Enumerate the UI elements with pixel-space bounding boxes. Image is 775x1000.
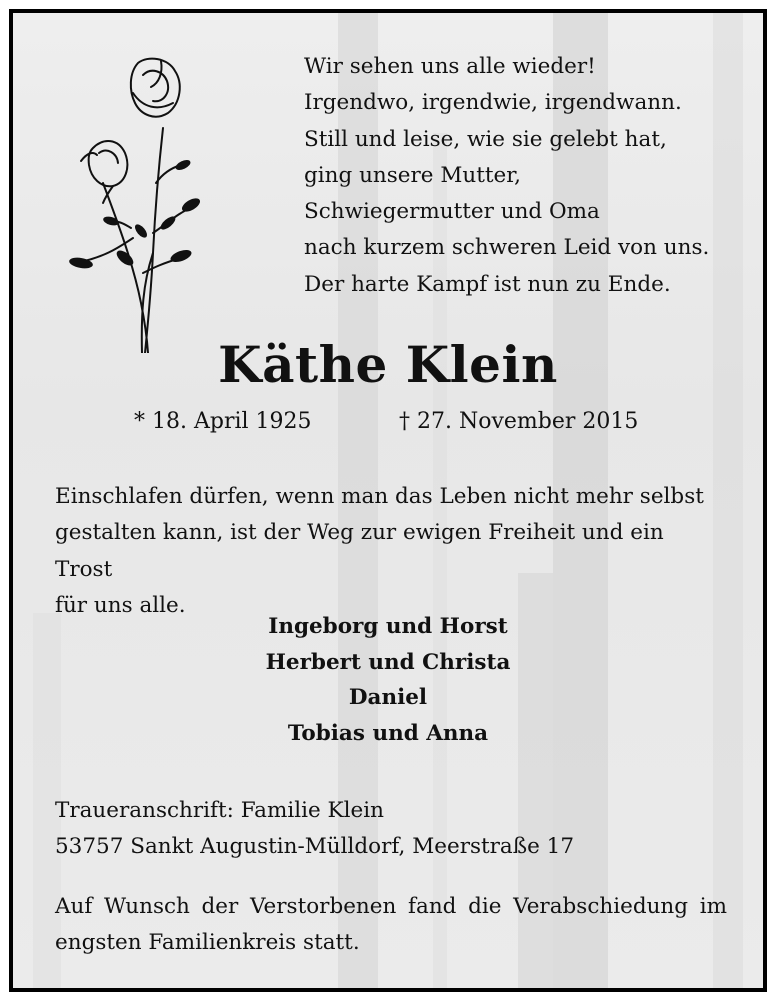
family-member: Herbert und Christa bbox=[265, 649, 511, 675]
funeral-notice bbox=[55, 889, 727, 962]
notice-line: engsten Familienkreis statt. bbox=[55, 930, 360, 956]
rose-icon bbox=[63, 53, 213, 353]
address-line: Traueranschrift: Familie Klein bbox=[55, 798, 384, 823]
poem-line: nach kurzem schweren Leid von uns. bbox=[304, 235, 710, 261]
poem-line: Der harte Kampf ist nun zu Ende. bbox=[304, 271, 671, 297]
quote-line: für uns alle. bbox=[55, 592, 186, 618]
mourning-address bbox=[55, 793, 727, 866]
obituary-frame bbox=[9, 9, 767, 992]
family-member: Daniel bbox=[348, 685, 428, 710]
family-names bbox=[13, 609, 763, 751]
quote-line: Einschlafen dürfen, wenn man das Leben nicht mehr selbst bbox=[55, 484, 704, 509]
poem-line: Still und leise, wie sie gelebt hat, bbox=[304, 126, 667, 152]
quote bbox=[55, 479, 727, 624]
poem-line: Schwiegermutter und Oma bbox=[304, 199, 600, 225]
death-date: † 27. November 2015 bbox=[399, 409, 639, 434]
family-member: Tobias und Anna bbox=[287, 720, 489, 746]
deceased-name: Käthe Klein bbox=[218, 335, 558, 394]
family-member: Ingeborg und Horst bbox=[268, 614, 508, 639]
poem bbox=[304, 49, 754, 303]
address-line: 53757 Sankt Augustin-Mülldorf, Meerstraße 17 bbox=[55, 834, 575, 860]
poem-line: ging unsere Mutter, bbox=[304, 162, 521, 188]
poem-line: Wir sehen uns alle wieder! bbox=[304, 54, 596, 79]
notice-line: Auf Wunsch der Verstorbenen fand die Verabschiedung im bbox=[55, 894, 727, 919]
birth-date: * 18. April 1925 bbox=[134, 409, 312, 434]
poem-line: Irgendwo, irgendwie, irgendwann. bbox=[304, 90, 682, 116]
quote-line: gestalten kann, ist der Weg zur ewigen Freiheit und ein Trost bbox=[55, 520, 664, 582]
